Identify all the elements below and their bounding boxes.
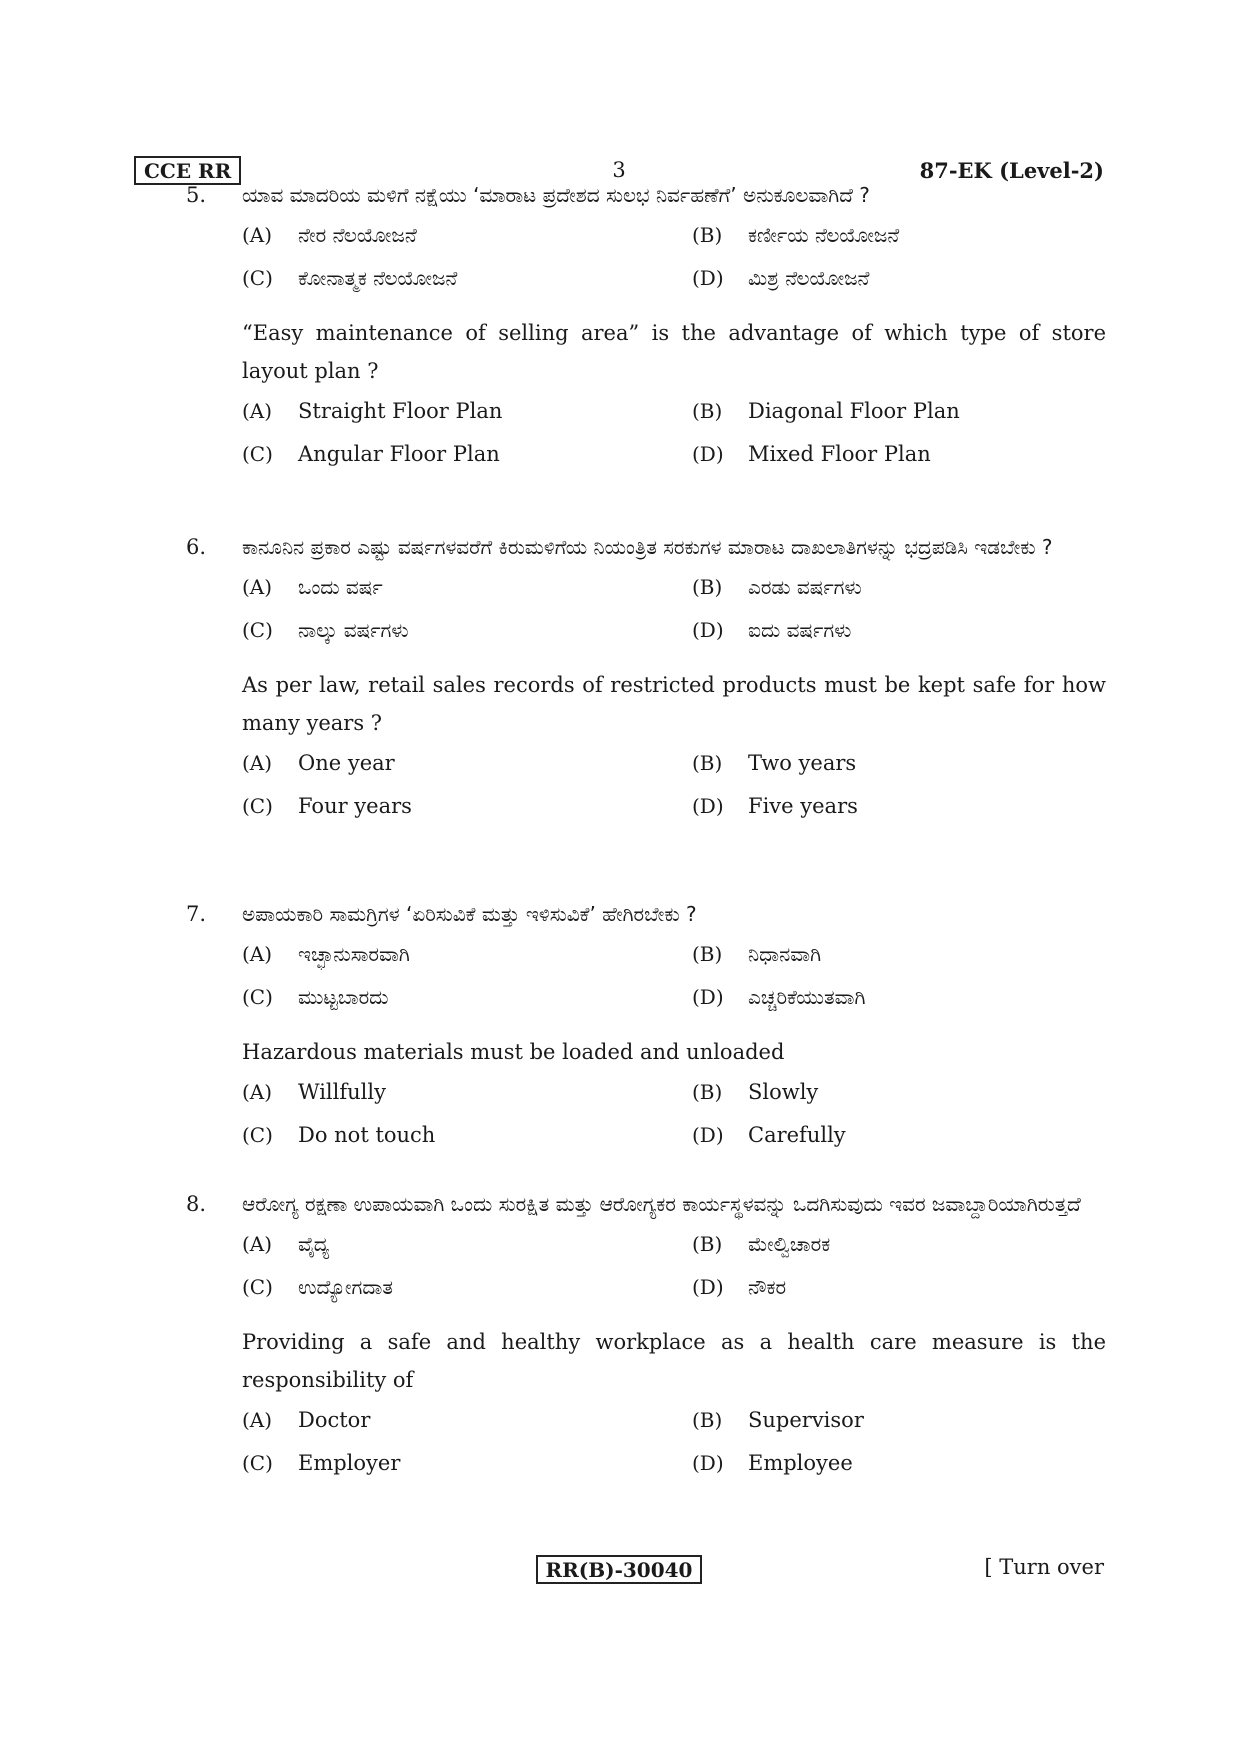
- option-d: (D) ನೌಕರ: [692, 1275, 787, 1299]
- option-b: (B) ಮೇಲ್ವಿಚಾರಕ: [692, 1232, 831, 1256]
- option-a: (A) ಇಚ್ಛಾನುಸಾರವಾಗಿ: [242, 942, 410, 966]
- option-a: (A) One year: [242, 751, 395, 775]
- options-english: [242, 1399, 1106, 1485]
- option-c: (C) Angular Floor Plan: [242, 442, 500, 466]
- option-a: (A) ಒಂದು ವರ್ಷ: [242, 575, 383, 599]
- options-english: [242, 1071, 1106, 1157]
- page-number: 3: [612, 158, 626, 182]
- exam-code-box: CCE RR: [134, 156, 241, 185]
- option-d: (D) ಮಿಶ್ರ ನೆಲಯೋಜನೆ: [692, 266, 870, 290]
- options-kannada: [242, 1223, 1106, 1309]
- option-a: (A) Straight Floor Plan: [242, 399, 503, 423]
- options-english: [242, 390, 1106, 476]
- option-b: (B) ಕರ್ಣೀಯ ನೆಲಯೋಜನೆ: [692, 223, 900, 247]
- option-b: (B) Two years: [692, 751, 857, 775]
- question-stem-english: Hazardous materials must be loaded and unloaded: [242, 1040, 785, 1064]
- option-d: (D) Carefully: [692, 1123, 846, 1147]
- option-a: (A) Doctor: [242, 1408, 371, 1432]
- option-c: (C) Four years: [242, 794, 412, 818]
- option-c: (C) Do not touch: [242, 1123, 436, 1147]
- page-footer: [134, 1555, 1104, 1587]
- question-stem-english: “Easy maintenance of selling area” is the advantage of which type of store layout plan ?: [242, 321, 1106, 383]
- option-d: (D) Five years: [692, 794, 858, 818]
- paper-code: 87-EK (Level-2): [919, 158, 1104, 183]
- option-b: (B) ಎರಡು ವರ್ಷಗಳು: [692, 575, 862, 599]
- question-number: 8.: [186, 1192, 207, 1216]
- options-kannada: [242, 566, 1106, 652]
- option-d: (D) ಐದು ವರ್ಷಗಳು: [692, 618, 852, 642]
- options-kannada: [242, 933, 1106, 1019]
- question-stem-kannada: ಕಾನೂನಿನ ಪ್ರಕಾರ ಎಷ್ಟು ವರ್ಷಗಳವರೆಗೆ ಕಿರುಮಳಿಗೆಯ ನಿಯಂತ್ರಿತ ಸರಕುಗಳ ಮಾರಾಟ ದಾಖಲಾತಿಗಳನ್ನು ಭದ್ರಪಡಿಸಿ ಇಡಬೇಕು ?: [242, 535, 1053, 559]
- option-b: (B) ನಿಧಾನವಾಗಿ: [692, 942, 822, 966]
- booklet-code-box: RR(B)-30040: [536, 1555, 703, 1584]
- question-stem-english: As per law, retail sales records of restricted products must be kept safe for how many years ?: [242, 673, 1106, 735]
- option-a: (A) ನೇರ ನೆಲಯೋಜನೆ: [242, 223, 417, 247]
- option-d: (D) ಎಚ್ಚರಿಕೆಯುತವಾಗಿ: [692, 985, 866, 1009]
- option-c: (C) ನಾಲ್ಕು ವರ್ಷಗಳು: [242, 618, 409, 642]
- option-c: (C) ಮುಟ್ಟಬಾರದು: [242, 985, 389, 1009]
- question-stem-kannada: ಯಾವ ಮಾದರಿಯ ಮಳಿಗೆ ನಕ್ಷೆಯು ‘ಮಾರಾಟ ಪ್ರದೇಶದ ಸುಲಭ ನಿರ್ವಹಣೆಗೆ’ ಅನುಕೂಲವಾಗಿದೆ ?: [242, 183, 870, 207]
- option-b: (B) Slowly: [692, 1080, 819, 1104]
- question-stem-kannada: ಆರೋಗ್ಯ ರಕ್ಷಣಾ ಉಪಾಯವಾಗಿ ಒಂದು ಸುರಕ್ಷಿತ ಮತ್ತು ಆರೋಗ್ಯಕರ ಕಾರ್ಯಸ್ಥಳವನ್ನು ಒದಗಿಸುವುದು ಇವರ ಜವಾಬ್ದಾರಿಯಾಗಿರುತ್ತದೆ: [242, 1192, 1081, 1216]
- options-kannada: [242, 214, 1106, 300]
- option-c: (C) ಕೋನಾತ್ಮಕ ನೆಲಯೋಜನೆ: [242, 266, 458, 290]
- option-b: (B) Supervisor: [692, 1408, 864, 1432]
- option-a: (A) ವೈದ್ಯ: [242, 1232, 330, 1256]
- question-stem-english: Providing a safe and healthy workplace as a health care measure is the responsibility of: [242, 1330, 1106, 1392]
- turn-over-note: [ Turn over: [984, 1555, 1104, 1579]
- question-number: 6.: [186, 535, 207, 559]
- option-c: (C) Employer: [242, 1451, 401, 1475]
- option-d: (D) Employee: [692, 1451, 853, 1475]
- option-b: (B) Diagonal Floor Plan: [692, 399, 960, 423]
- option-c: (C) ಉದ್ಯೋಗದಾತ: [242, 1275, 393, 1299]
- option-d: (D) Mixed Floor Plan: [692, 442, 931, 466]
- question-number: 5.: [186, 183, 207, 207]
- option-a: (A) Willfully: [242, 1080, 386, 1104]
- options-english: [242, 742, 1106, 828]
- question-number: 7.: [186, 902, 207, 926]
- question-stem-kannada: ಅಪಾಯಕಾರಿ ಸಾಮಗ್ರಿಗಳ ‘ಏರಿಸುವಿಕೆ ಮತ್ತು ಇಳಿಸುವಿಕೆ’ ಹೇಗಿರಬೇಕು ?: [242, 902, 697, 926]
